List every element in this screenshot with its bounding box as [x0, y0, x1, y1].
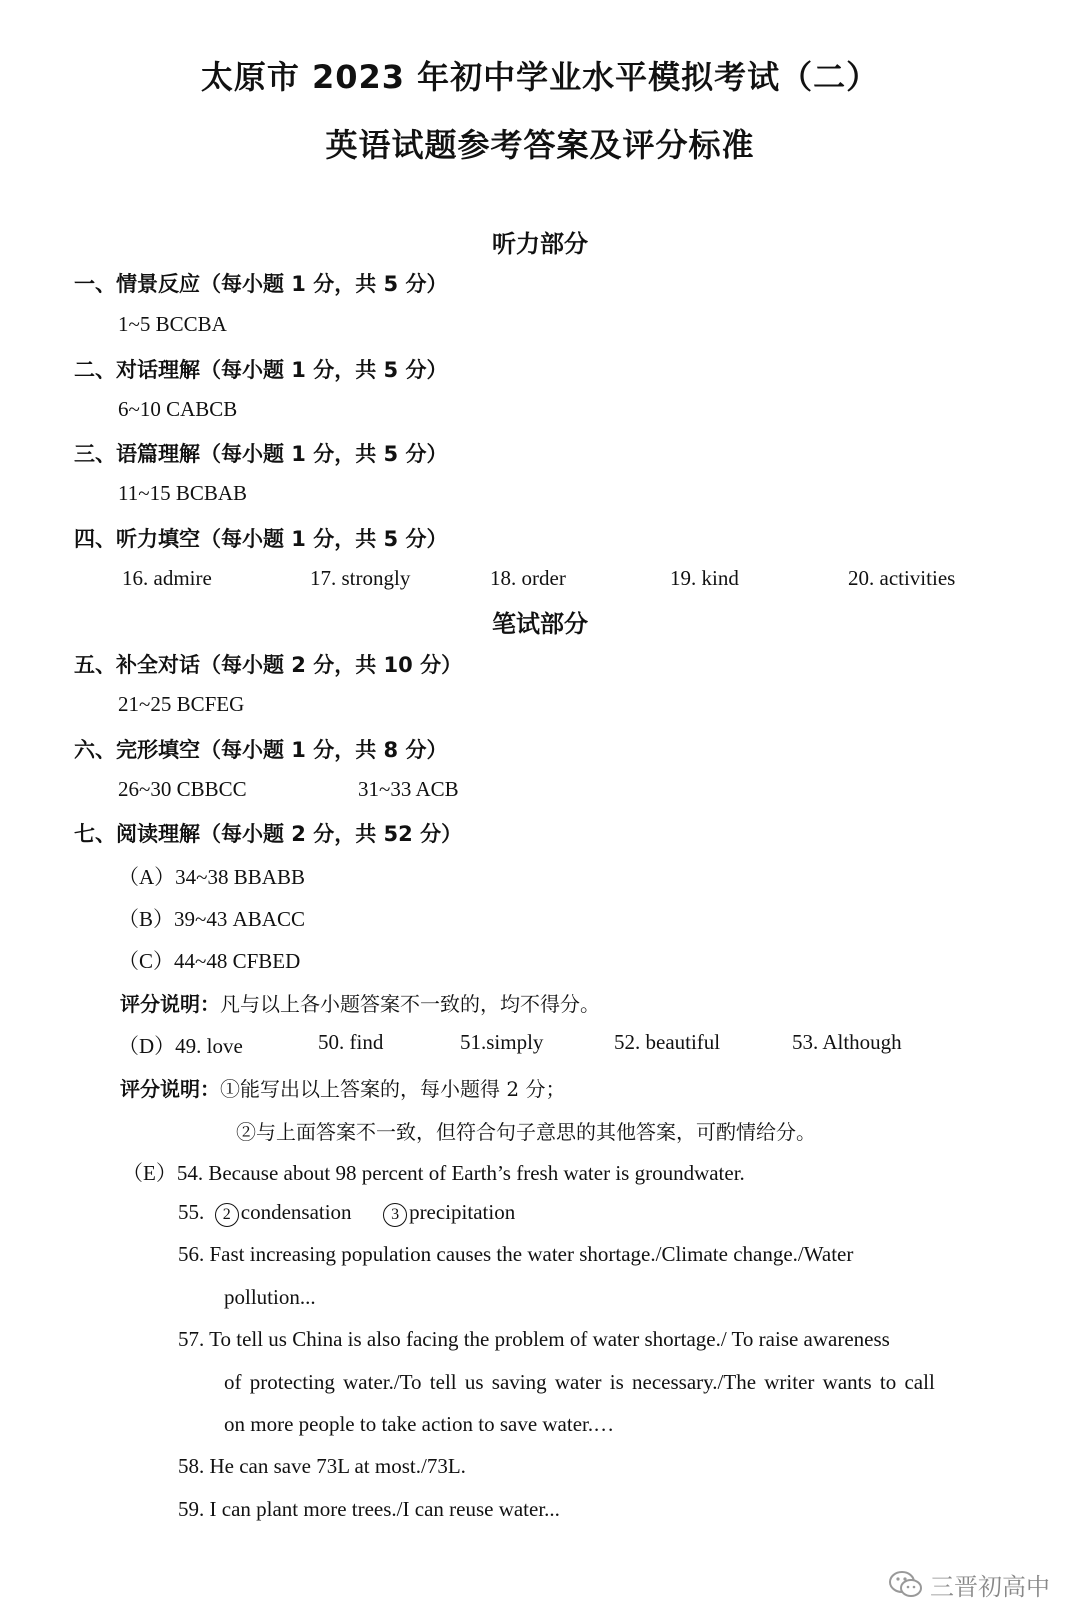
reading-a-answer: （A）34~38 BBABB	[118, 865, 305, 889]
reading-e-answer-57-line3: on more people to take action to save water.…	[224, 1412, 615, 1436]
reading-d-answer-53: 53. Although	[792, 1030, 902, 1054]
reading-d-answer-50: 50. find	[318, 1030, 384, 1054]
doc-subtitle: 英语试题参考答案及评分标准	[325, 126, 755, 164]
reading-b-answer: （B）39~43 ABACC	[118, 907, 305, 931]
watermark	[888, 1567, 1050, 1602]
reading-d-answer-49: （D）49. love	[118, 1034, 243, 1058]
circled-number-2: 2	[215, 1203, 239, 1227]
section-6-title: 六、完形填空（每小题 1 分，共 8 分）	[74, 738, 448, 762]
scoring-note-label: 评分说明：	[120, 992, 220, 1016]
reading-e-answer-54: （E）54. Because about 98 percent of Earth’s fresh water is groundwater.	[122, 1161, 745, 1185]
listening-heading: 听力部分	[492, 230, 588, 258]
section-4-title: 四、听力填空（每小题 1 分，共 5 分）	[74, 527, 448, 551]
section-6-answer-b: 31~33 ACB	[358, 777, 459, 801]
reading-d-answer-51: 51.simply	[460, 1030, 544, 1054]
reading-d-answer-52: 52. beautiful	[614, 1030, 721, 1054]
section-3-title: 三、语篇理解（每小题 1 分，共 5 分）	[74, 442, 448, 466]
answer-precipitation: precipitation	[409, 1200, 516, 1224]
section-1-title: 一、情景反应（每小题 1 分，共 5 分）	[74, 272, 448, 296]
reading-e-answer-57-line1: 57. To tell us China is also facing the problem of water shortage./ To raise awareness	[178, 1327, 890, 1351]
section-2-answer: 6~10 CABCB	[118, 397, 238, 421]
answer-number: 55.	[178, 1200, 205, 1224]
answer-condensation: condensation	[240, 1200, 352, 1224]
scoring-note-3: ②与上面答案不一致，但符合句子意思的其他答案，可酌情给分。	[236, 1120, 816, 1144]
scoring-note-label: 评分说明：	[120, 1077, 220, 1101]
reading-e-answer-55	[178, 1200, 515, 1227]
reading-e-answer-59: 59. I can plant more trees./I can reuse water...	[178, 1497, 560, 1521]
watermark-text: 三晋初高中	[930, 1573, 1050, 1601]
scoring-note-text: 凡与以上各小题答案不一致的，均不得分。	[220, 992, 600, 1016]
scoring-note-text: ①能写出以上答案的，每小题得 2 分；	[220, 1077, 566, 1101]
section-6-answer-a: 26~30 CBBCC	[118, 777, 247, 801]
scoring-note-2	[120, 1073, 565, 1102]
section-4-answer-18: 18. order	[490, 566, 566, 590]
scoring-note-1	[120, 988, 600, 1017]
reading-e-answer-57-line2: of protecting water./To tell us saving water is necessary./The writer wants to call	[224, 1370, 935, 1394]
section-3-answer: 11~15 BCBAB	[118, 481, 248, 505]
reading-c-answer: （C）44~48 CFBED	[118, 949, 301, 973]
section-5-title: 五、补全对话（每小题 2 分，共 10 分）	[74, 653, 463, 677]
doc-title: 太原市 2023 年初中学业水平模拟考试（二）	[200, 58, 880, 96]
writing-heading: 笔试部分	[492, 610, 588, 638]
reading-e-answer-58: 58. He can save 73L at most./73L.	[178, 1454, 466, 1478]
circled-number-3: 3	[383, 1203, 407, 1227]
reading-e-answer-56-line1: 56. Fast increasing population causes the water shortage./Climate change./Water	[178, 1242, 854, 1266]
wechat-icon	[888, 1570, 924, 1600]
section-4-answer-20: 20. activities	[848, 566, 956, 590]
section-1-answer: 1~5 BCCBA	[118, 312, 227, 336]
section-4-answer-19: 19. kind	[670, 566, 739, 590]
section-2-title: 二、对话理解（每小题 1 分，共 5 分）	[74, 358, 448, 382]
section-5-answer: 21~25 BCFEG	[118, 692, 245, 716]
section-4-answer-17: 17. strongly	[310, 566, 411, 590]
section-7-title: 七、阅读理解（每小题 2 分，共 52 分）	[74, 822, 463, 846]
reading-e-answer-56-line2: pollution...	[224, 1285, 316, 1309]
section-4-answer-16: 16. admire	[122, 566, 212, 590]
